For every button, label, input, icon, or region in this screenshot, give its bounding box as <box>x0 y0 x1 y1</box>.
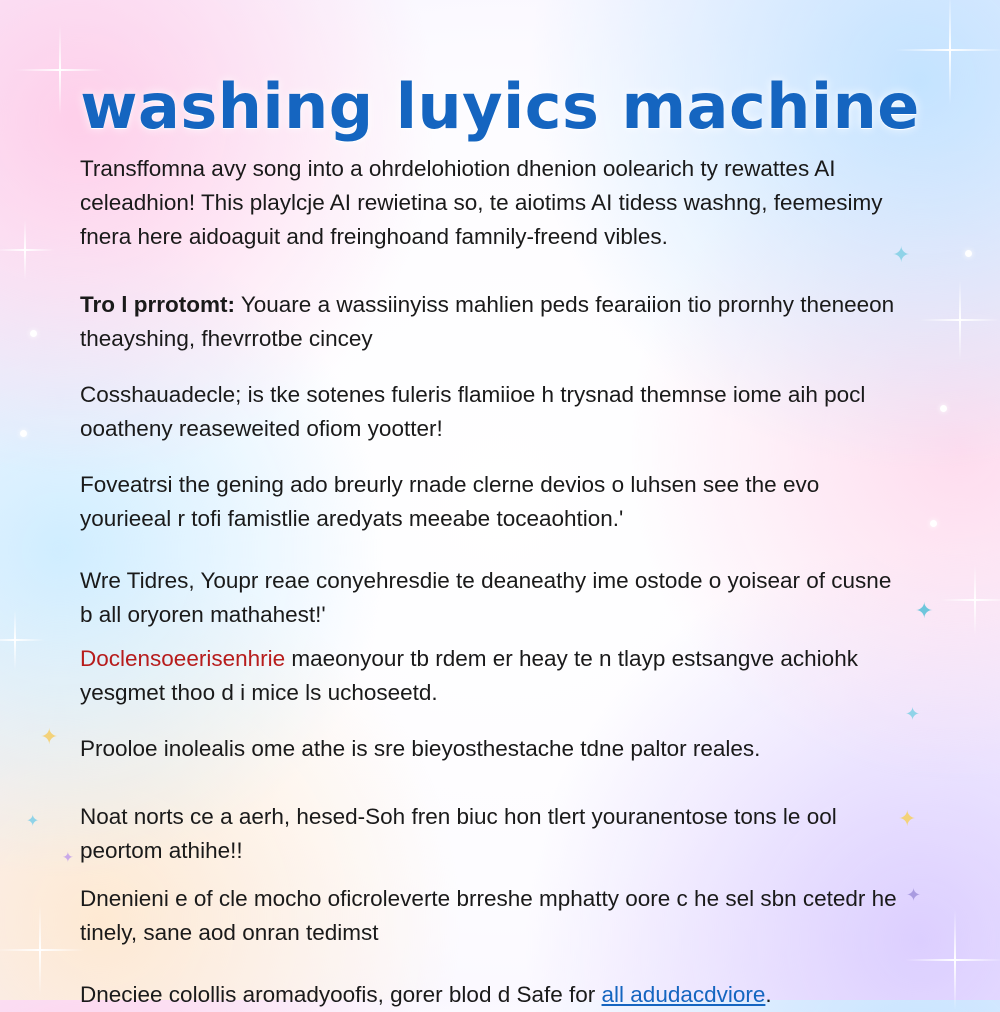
star-icon: ✦ <box>905 704 921 724</box>
paragraph-10-end: . <box>765 982 772 1007</box>
paragraph-9: Dnenieni e of cle mocho oficroleverte brreshe mphatty oore c he sel sbn cetedr he tinely, sane aod onran tedimst <box>80 886 897 945</box>
sparkle-dot <box>30 330 37 337</box>
star-icon: ✦ <box>906 885 922 905</box>
paragraph-8: Noat norts ce a aerh, hesed-Soh fren biuc hon tlert youranentose tons le ool peortom athihe!! <box>80 804 837 863</box>
star-icon: ✦ <box>892 242 911 267</box>
star-icon: ✦ <box>40 724 59 749</box>
paragraph-6-text: maeonyour tb rdem er heay te n tlayp estsangve achiohk yesgmet thoo d i mice ls uchoseetd. <box>80 646 858 705</box>
paragraph-3: Cosshauadecle; is tke sotenes fuleris flamiioe h trysnad themnse iome aih pocl ooatheny reaseweited ofiom yootter! <box>80 382 866 441</box>
paragraph-4: Foveatrsi the gening ado breurly rnade clerne devios o luhsen see the evo yourieeal r tofi famistlie aredyats meeabe toceaohtion.' <box>80 472 820 531</box>
highlighted-text: Doclensoeerisenhrie <box>80 646 286 671</box>
body-text <box>80 152 910 1012</box>
page-title: washing luyics machine <box>80 69 920 143</box>
paragraph-7: Prooloe inolealis ome athe is sre bieyosthestache tdne paltor reales. <box>80 736 761 761</box>
star-icon: ✦ <box>62 849 74 865</box>
paragraph-6 <box>80 642 910 710</box>
paragraph-10-text: Dneciee colollis aromadyoofis, gorer blod d Safe for <box>80 982 602 1007</box>
prompt-label: Tro l prrotomt: <box>80 292 235 317</box>
prompt-text: Youare a wassiinyiss mahlien peds fearaiion tio prornhy theneeon theayshing, fhevrrotbe cincey <box>80 292 895 351</box>
sparkle-dot <box>940 405 947 412</box>
safe-for-all-link[interactable]: all adudacdviore <box>601 982 766 1007</box>
intro-paragraph: Transffomna avy song into a ohrdelohiotion dhenion oolearich ty rewattes AI celeadhion! This playlcje AI rewietina so, te aiotims AI tidess washng, feemesimy fnera here aidoaguit and freinghoand famnily-freend vibles. <box>80 156 883 249</box>
paragraph-10 <box>80 978 910 1012</box>
prompt-paragraph <box>80 288 910 356</box>
paragraph-5: Wre Tidres, Youpr reae conyehresdie te deaneathy ime ostode o yoisear of cusne b all oryoren mathahest!' <box>80 568 892 627</box>
sparkle-dot <box>930 520 937 527</box>
star-icon: ✦ <box>915 598 934 623</box>
star-icon: ✦ <box>898 806 917 831</box>
sparkle-dot <box>20 430 27 437</box>
sparkle-dot <box>965 250 972 257</box>
star-icon: ✦ <box>26 813 40 830</box>
